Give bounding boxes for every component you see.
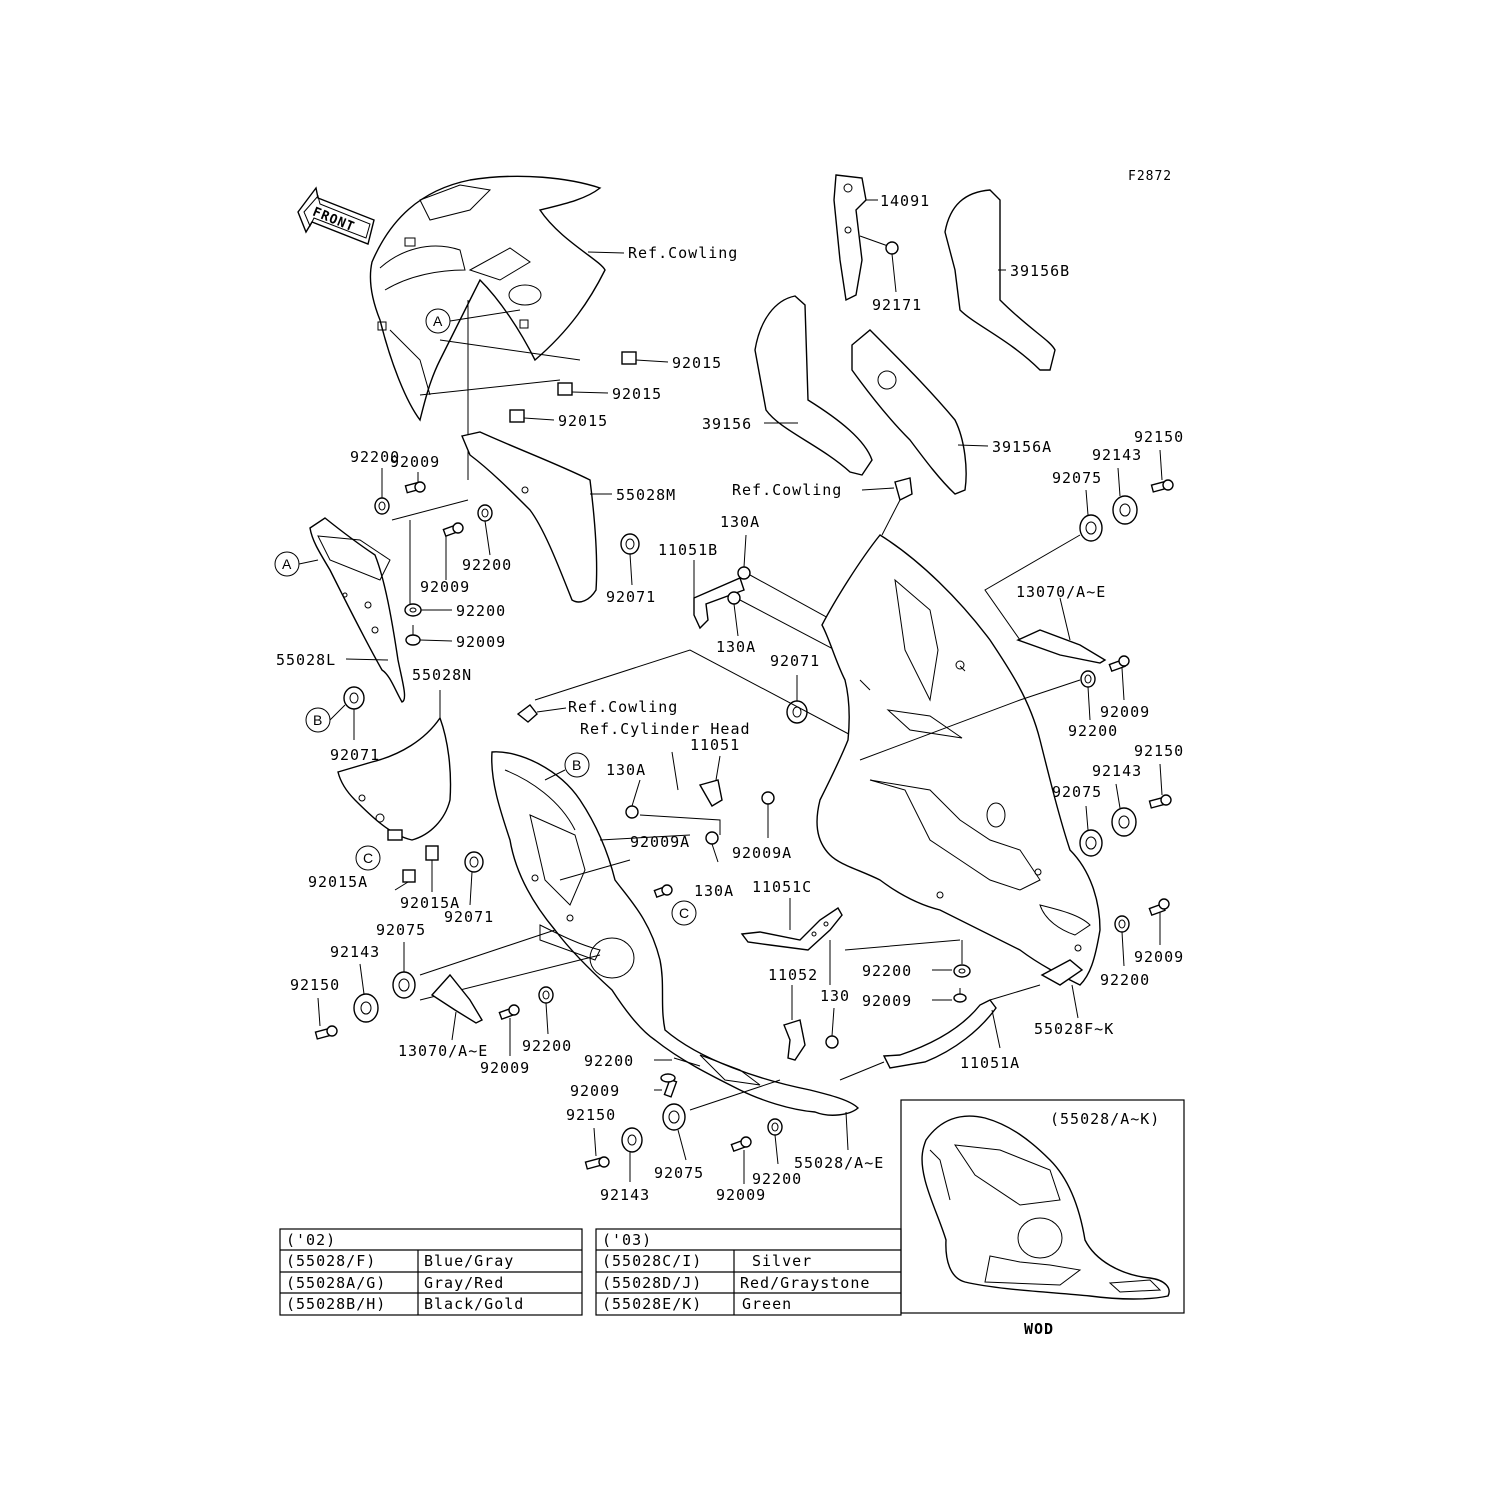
ref-cowling-label: Ref.Cowling: [568, 698, 679, 716]
part-92009-label: 92009: [716, 1186, 767, 1204]
bolt-92009: [499, 1005, 519, 1056]
part-130A-label: 130A: [720, 513, 761, 531]
part-92150-label: 92150: [1134, 742, 1185, 760]
bracket-11052: [784, 985, 805, 1060]
inset-box: [901, 1100, 1184, 1313]
grommet-92071: [621, 534, 639, 585]
part-55028L-label: 55028L: [276, 651, 337, 669]
grommet-92075: [1080, 806, 1102, 856]
ref-cowling-clip: [862, 478, 912, 500]
part-92009A-label: 92009A: [630, 833, 691, 851]
washer-92200: [405, 604, 452, 616]
washer-92200: [768, 1119, 782, 1164]
part-92075-label: 92075: [1052, 783, 1103, 801]
part-92150-label: 92150: [290, 976, 341, 994]
table-03-code: (55028D/J): [602, 1274, 703, 1292]
clip-nut-92015-3: [510, 410, 554, 422]
side-panel-55028L: [299, 518, 405, 702]
color-table-02: [280, 1229, 582, 1315]
part-92071-label: 92071: [330, 746, 381, 764]
part-11051B-label: 11051B: [658, 541, 719, 559]
panel-55028N: [338, 690, 451, 840]
svg-text:B: B: [572, 757, 582, 773]
part-92200-label: 92200: [462, 556, 513, 574]
front-arrow-icon: [298, 188, 374, 244]
lower-cowling-55028-left: [492, 752, 858, 1115]
washer-92200: [932, 965, 970, 977]
part-130A-label: 130A: [606, 761, 647, 779]
bracket-11051C: [742, 898, 842, 950]
part-55028FK-label: 55028F~K: [1034, 1020, 1115, 1038]
svg-text:C: C: [363, 850, 374, 866]
washer-92200: [1115, 916, 1129, 966]
lower-cowling-55028-right: [817, 535, 1103, 985]
bolt-92009: [731, 1137, 751, 1184]
table-02-color: Blue/Gray: [424, 1252, 515, 1270]
grommet-92071: [787, 675, 807, 723]
part-39156B-label: 39156B: [1010, 262, 1071, 280]
part-11051-label: 11051: [690, 736, 741, 754]
part-11051A-label: 11051A: [960, 1054, 1021, 1072]
part-92009-label: 92009: [420, 578, 471, 596]
part-92075-label: 92075: [376, 921, 427, 939]
part-39156A-label: 39156A: [992, 438, 1053, 456]
part-92200-label: 92200: [456, 602, 507, 620]
grommet-92071: [344, 687, 364, 740]
grommet-92075: [393, 942, 415, 998]
washer-92143: [622, 1128, 642, 1182]
part-92015-label: 92015: [612, 385, 663, 403]
part-92009-label: 92009: [1134, 948, 1185, 966]
bracket-14091: [834, 175, 878, 300]
svg-text:A: A: [433, 313, 443, 329]
ref-cylinder-head-label: Ref.Cylinder Head: [580, 720, 751, 738]
callout-c-middle: [672, 901, 696, 925]
part-130A-label: 130A: [716, 638, 757, 656]
svg-text:B: B: [313, 712, 323, 728]
part-92143-label: 92143: [1092, 446, 1143, 464]
part-92150-label: 92150: [1134, 428, 1185, 446]
part-92200-label: 92200: [350, 448, 401, 466]
part-55028M-label: 55028M: [616, 486, 677, 504]
part-55028AE-label: 55028/A~E: [794, 1154, 885, 1172]
part-11051C-label: 11051C: [752, 878, 813, 896]
part-92200-label: 92200: [862, 962, 913, 980]
bolt-92009: [406, 625, 452, 645]
pad-39156B: [945, 190, 1055, 370]
part-92171-label: 92171: [872, 296, 923, 314]
washer-92200: [539, 987, 553, 1034]
clip-nut-92015-1: [622, 352, 668, 364]
washer-92200: [1081, 671, 1095, 720]
clip-92015A-2: [426, 846, 438, 892]
washer-92200: [478, 505, 492, 555]
pad-39156: [755, 296, 872, 475]
bolt-130: [826, 1008, 838, 1048]
part-92200-label: 92200: [522, 1037, 573, 1055]
bolt-92009: [932, 988, 966, 1002]
clip-nut-92015-2: [558, 383, 608, 395]
part-92143-label: 92143: [1092, 762, 1143, 780]
bolt-92009: [1149, 899, 1169, 945]
washer-92143: [1113, 468, 1137, 524]
table-02-color: Black/Gold: [424, 1295, 525, 1313]
part-92009-label: 92009: [570, 1082, 621, 1100]
bolt-92009: [443, 523, 463, 580]
part-92015-label: 92015: [558, 412, 609, 430]
bolt-130A: [626, 780, 640, 818]
bolt-92009A-right: [762, 792, 774, 838]
part-92009-label: 92009: [862, 992, 913, 1010]
part-130-label: 130: [820, 987, 851, 1005]
part-92015-label: 92015: [672, 354, 723, 372]
bolt-92150: [1149, 764, 1171, 808]
svg-text:A: A: [282, 556, 292, 572]
part-92143-label: 92143: [600, 1186, 651, 1204]
table-03-color: Red/Graystone: [740, 1274, 871, 1292]
part-92075-label: 92075: [654, 1164, 705, 1182]
part-92200-label: 92200: [752, 1170, 803, 1188]
bolt-92009: [405, 472, 425, 493]
part-92009-label: 92009: [390, 453, 441, 471]
bolt-92009: [1109, 656, 1129, 700]
bolt-92150: [585, 1128, 609, 1169]
part-92071-label: 92071: [770, 652, 821, 670]
grommet-92071: [465, 852, 483, 905]
callout-a-left: [275, 552, 299, 576]
table-02-code: (55028/F): [286, 1252, 377, 1270]
pad-39156A: [852, 330, 988, 494]
part-130A-label: 130A: [694, 882, 735, 900]
part-92200-label: 92200: [1068, 722, 1119, 740]
part-92015A-label: 92015A: [308, 873, 369, 891]
table-02-color: Gray/Red: [424, 1274, 505, 1292]
ref-cowling-clip-2: [518, 705, 566, 722]
clip-92015A-1: [395, 870, 415, 890]
table-03-code: (55028E/K): [602, 1295, 703, 1313]
table-03-color: Silver: [752, 1252, 813, 1270]
table-02-header: ('02): [286, 1231, 337, 1249]
part-92009-label: 92009: [1100, 703, 1151, 721]
inset-label: (55028/A~K): [1050, 1110, 1161, 1128]
bolt-92150: [1151, 450, 1173, 492]
part-55028N-label: 55028N: [412, 666, 473, 684]
part-11052-label: 11052: [768, 966, 819, 984]
table-03-code: (55028C/I): [602, 1252, 703, 1270]
part-92200-label: 92200: [1100, 971, 1151, 989]
front-label: FRONT: [310, 204, 357, 236]
part-92015A-label: 92015A: [400, 894, 461, 912]
part-39156-label: 39156: [702, 415, 753, 433]
table-02-code: (55028A/G): [286, 1274, 387, 1292]
part-92009A-label: 92009A: [732, 844, 793, 862]
part-92009-label: 92009: [480, 1059, 531, 1077]
bolt-92150: [315, 998, 337, 1039]
color-table-03: [596, 1229, 901, 1315]
ref-cowling-label: Ref.Cowling: [628, 244, 739, 262]
table-03-color: Green: [742, 1295, 793, 1313]
table-03-header: ('03): [602, 1231, 653, 1249]
bracket-13070-right: [1018, 598, 1105, 663]
grommet-92075: [663, 1104, 686, 1160]
wod-label: WOD: [1024, 1320, 1055, 1338]
figure-code: F2872: [1128, 169, 1173, 184]
bracket-11051: [672, 752, 722, 806]
bolt-92009: [654, 1074, 676, 1097]
part-92143-label: 92143: [330, 943, 381, 961]
callout-b-left: [306, 705, 345, 732]
grommet-92075: [1080, 490, 1102, 541]
part-92150-label: 92150: [566, 1106, 617, 1124]
washer-92143: [1112, 784, 1136, 836]
ref-cowling-label: Ref.Cowling: [732, 481, 843, 499]
part-92071-label: 92071: [444, 908, 495, 926]
callout-c-left: [356, 846, 380, 870]
part-92200-label: 92200: [584, 1052, 635, 1070]
washer-92143: [354, 964, 378, 1022]
bracket-13070-left: [432, 975, 482, 1040]
svg-text:C: C: [679, 905, 690, 921]
part-92071-label: 92071: [606, 588, 657, 606]
bolt-92009A: [706, 832, 718, 862]
part-14091-label: 14091: [880, 192, 931, 210]
inset-cowling-drawing: [922, 1116, 1169, 1299]
part-13070-label: 13070/A~E: [1016, 583, 1107, 601]
part-13070-label: 13070/A~E: [398, 1042, 489, 1060]
part-92009-label: 92009: [456, 633, 507, 651]
table-02-code: (55028B/H): [286, 1295, 387, 1313]
bolt-mid: [654, 885, 672, 897]
part-92075-label: 92075: [1052, 469, 1103, 487]
washer-92200: [375, 468, 389, 514]
screw-92171: [860, 236, 898, 292]
